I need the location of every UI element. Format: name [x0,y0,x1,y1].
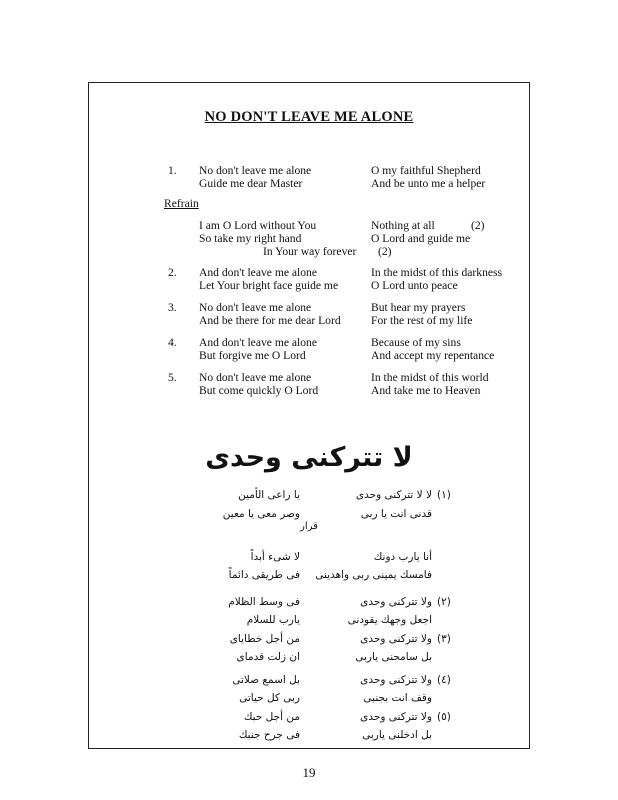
verse-line-left: No don't leave me alone [199,301,312,314]
verse-line-right: Because of my sins [371,336,461,349]
arabic-line-left: فى جرح جنبك [238,729,300,741]
arabic-verse-number: (٥) [437,711,451,723]
arabic-verse-number: (١) [437,489,451,501]
verse-line-left: Let Your bright face guide me [199,279,339,292]
verse-line-left: And don't leave me alone [199,266,317,279]
arabic-line-right: اجعل وجهك يقودنى [347,614,432,626]
verse-number: 4. [168,336,177,349]
refrain-line-1-left: I am O Lord without You [199,219,317,232]
arabic-title-text: لا تتركنى وحدى [205,442,413,473]
arabic-line-right: ولا تتركنى وحدى [360,596,432,608]
verse-number: 1. [168,164,177,177]
arabic-line-right: بل ادخلنى ياربى [362,729,432,741]
verse-line-right: For the rest of my life [371,314,473,327]
arabic-line-left: يارب للسلام [246,614,300,626]
verse-line-right: And take me to Heaven [371,384,481,397]
song-title: NO DON'T LEAVE ME ALONE [204,109,414,125]
refrain-repeat-mark-1: (2) [471,219,485,232]
arabic-line-right: لا لا تتركنى وحدى [355,489,432,501]
verse-number: 3. [168,301,177,314]
arabic-line-right: بل سامحنى ياربى [355,651,432,663]
arabic-line-left: من أجل خطاياى [229,633,300,645]
refrain-line-2-right: O Lord and guide me [371,232,471,245]
verse-line-left: And be there for me dear Lord [199,314,341,327]
arabic-line-left: وصر معى يا معين [222,508,300,520]
verse-number: 2. [168,266,177,279]
verse-line-left: And don't leave me alone [199,336,317,349]
arabic-refrain-label: قرار [300,521,318,532]
verse-line-left: No don't leave me alone [199,164,312,177]
verse-line-right: O my faithful Shepherd [371,164,481,177]
arabic-line-right: ولا تتركنى وحدى [360,711,432,723]
verse-line-right: And accept my repentance [371,349,495,362]
arabic-verse-number: (٢) [437,596,451,608]
refrain-line-3: In Your way forever [263,245,357,258]
refrain-line-1-right: Nothing at all [371,219,435,232]
page-number: 19 [302,765,316,780]
arabic-line-left: لا شىء أبداً [250,551,300,563]
verse-line-right: In the midst of this darkness [371,266,503,279]
arabic-line-left: ان زلت قدماى [236,651,300,663]
verse-line-left: But come quickly O Lord [199,384,319,397]
arabic-line-right: ولا تتركنى وحدى [360,674,432,686]
arabic-line-left: بل اسمع صلاتى [232,674,300,686]
verse-line-right: And be unto me a helper [371,177,486,190]
verse-line-right: In the midst of this world [371,371,489,384]
refrain-repeat-mark-2: (2) [378,245,392,258]
arabic-line-left: يا راعى الأمين [238,489,300,501]
arabic-line-right: أنا يارب دونك [373,551,432,563]
arabic-verse-number: (٤) [437,674,451,686]
arabic-line-right: ولا تتركنى وحدى [360,633,432,645]
arabic-line-left: من أجل حبك [243,711,300,723]
arabic-title [0,442,618,473]
arabic-line-right: قدنى انت يا ربى [360,508,432,520]
verse-line-right: But hear my prayers [371,301,466,314]
verse-line-left: But forgive me O Lord [199,349,306,362]
arabic-line-right: وقف انت بجنبى [363,692,432,704]
arabic-line-left: فى طريقى دائماً [228,569,300,581]
arabic-line-left: ربى كل حياتى [239,692,300,704]
verse-line-right: O Lord unto peace [371,279,458,292]
arabic-line-left: فى وسط الظلام [228,596,300,608]
arabic-verse-number: (٣) [437,633,451,645]
verse-line-left: No don't leave me alone [199,371,312,384]
refrain-line-2-left: So take my right hand [199,232,302,245]
verse-number: 5. [168,371,177,384]
arabic-line-right: فامسك يمينى ربى واهدينى [315,569,432,581]
verse-line-left: Guide me dear Master [199,177,303,190]
refrain-label: Refrain [164,197,199,210]
